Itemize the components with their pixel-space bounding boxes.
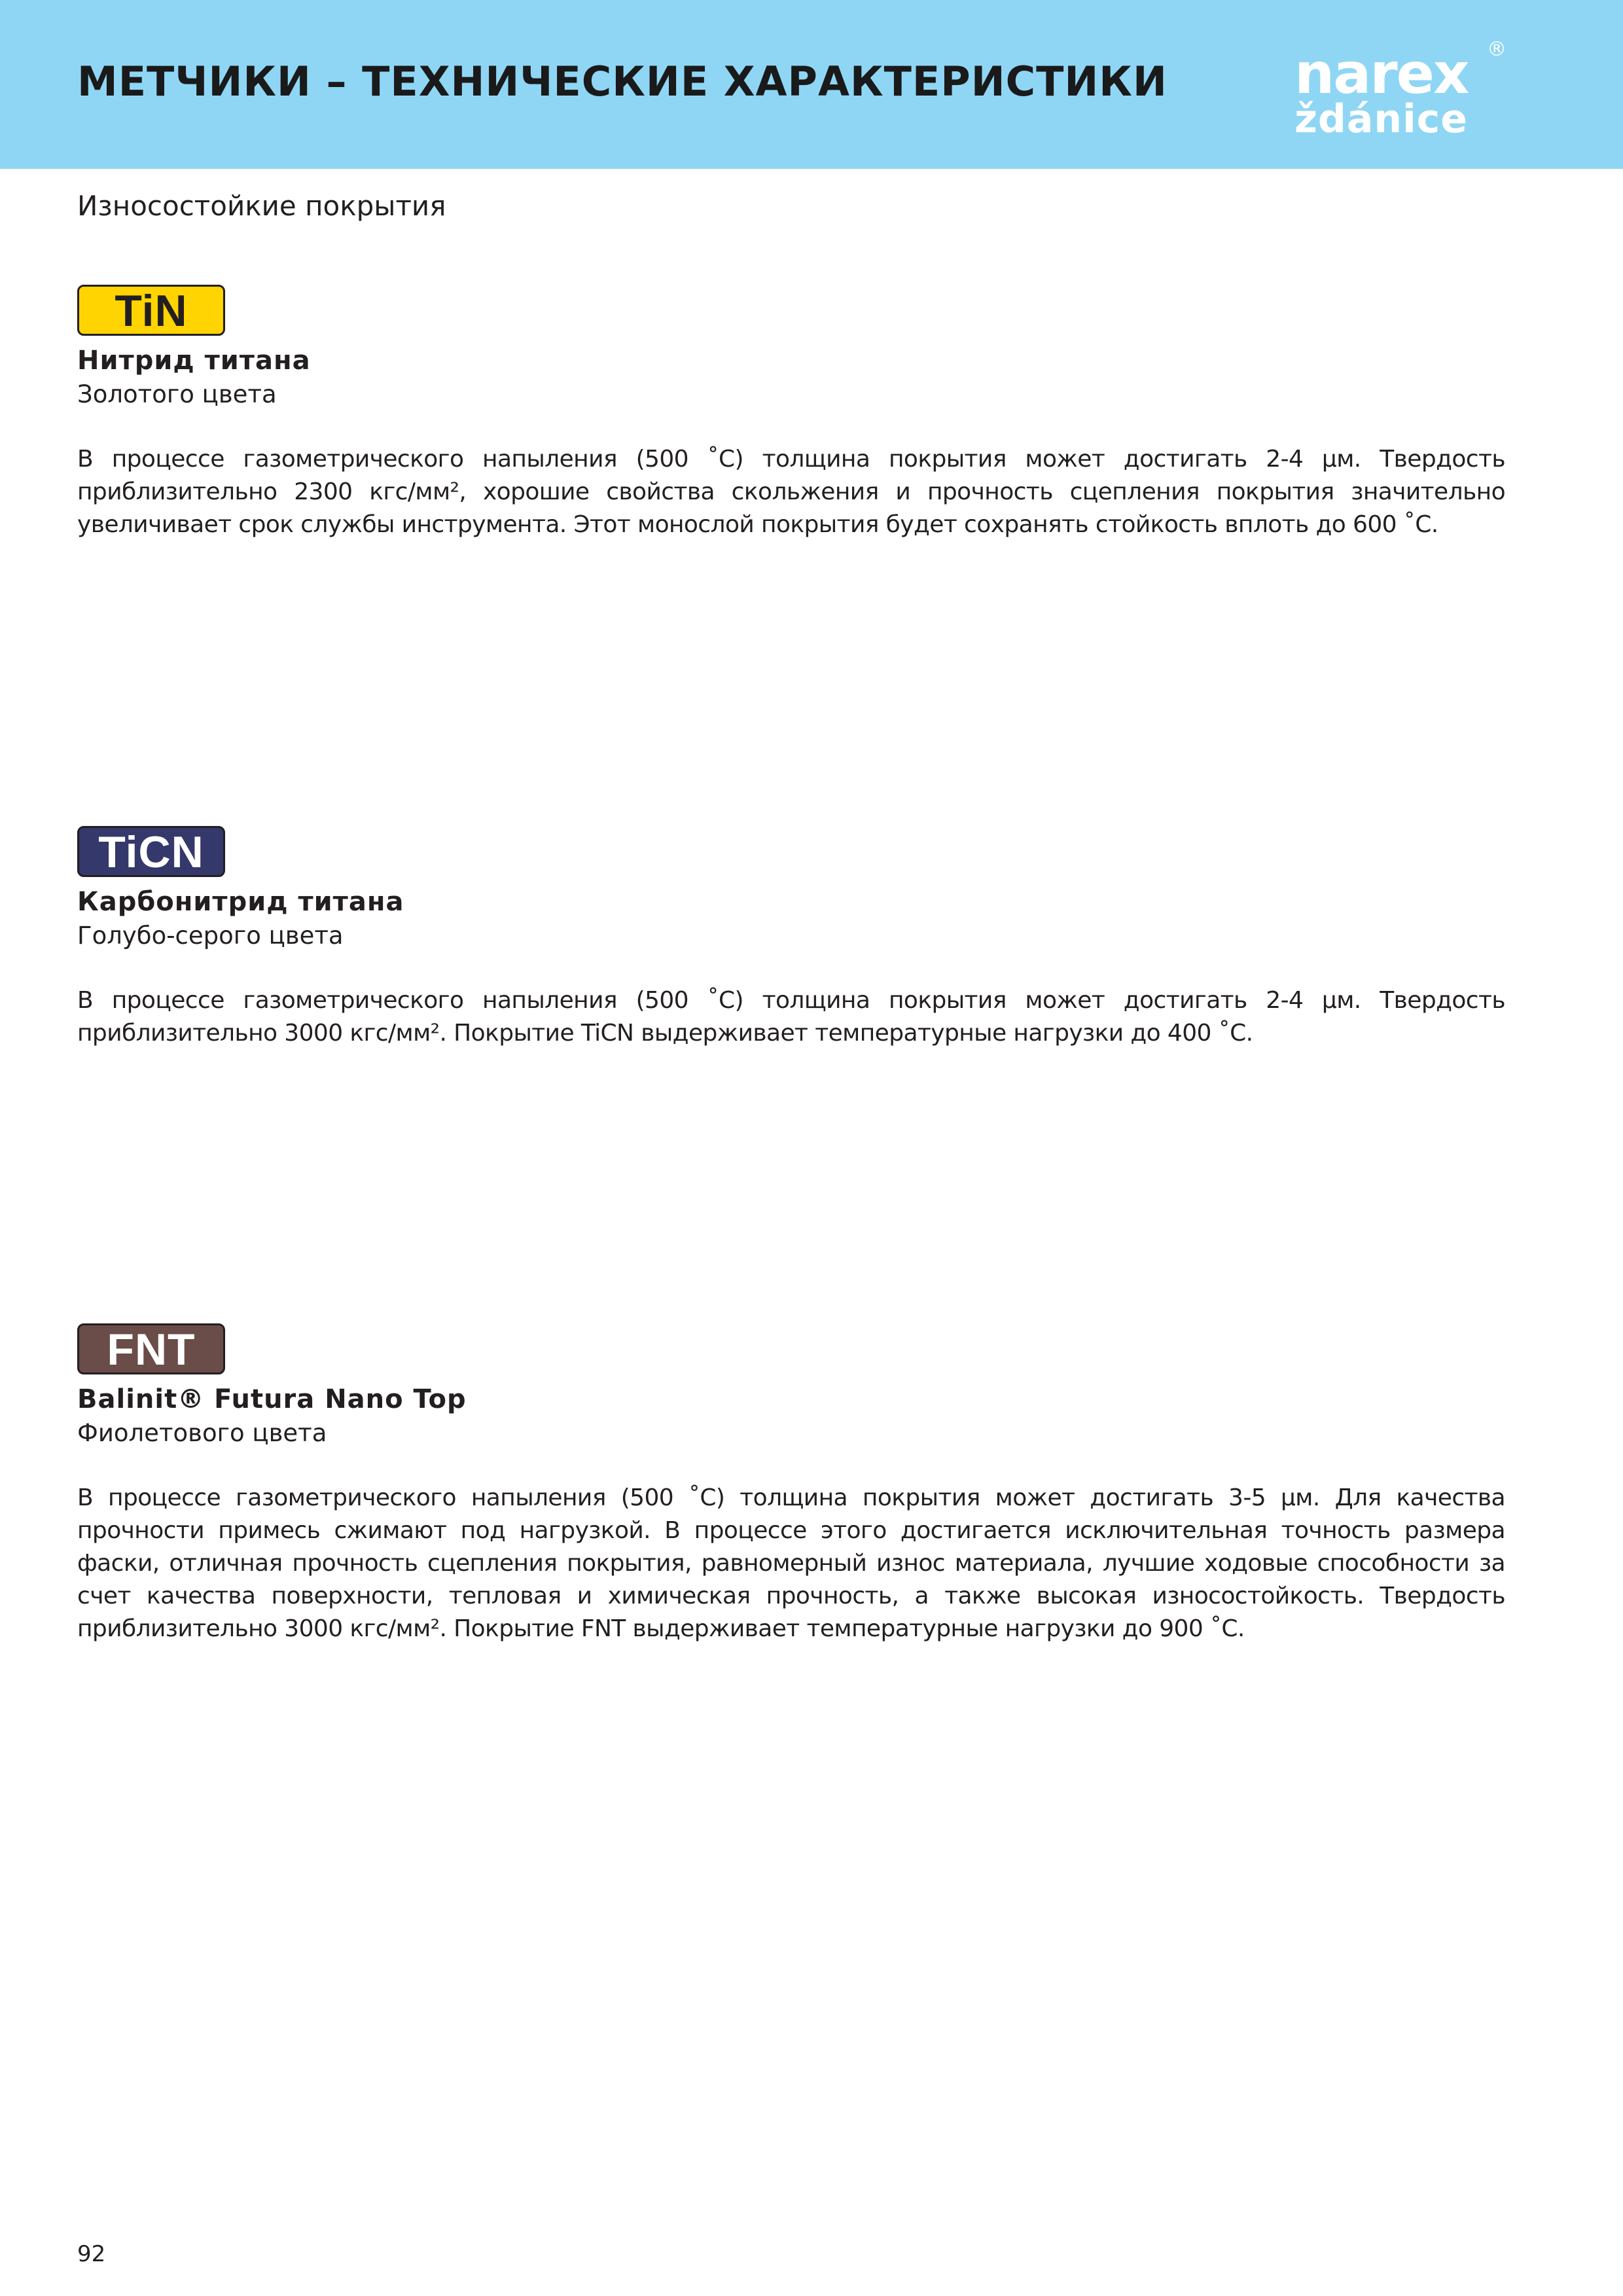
section-subtitle: Износостойкие покрытия — [77, 190, 446, 222]
coating-color: Фиолетового цвета — [77, 1419, 327, 1447]
coating-name: Нитрид титана — [77, 346, 311, 376]
narex-zdanice-logo — [1283, 33, 1518, 151]
coating-name: Карбонитрид титана — [77, 887, 404, 917]
logo-line-2: ždánice — [1294, 96, 1468, 142]
coating-section-fnt — [77, 1323, 1505, 1645]
page-title: МЕТЧИКИ – ТЕХНИЧЕСКИЕ ХАРАКТЕРИСТИКИ — [77, 58, 1168, 105]
coating-description: В процессе газометрического напыления (500 ˚C) толщина покрытия может достигать 2-4 μм. Твердость приблизительно 2300 кгс/мм², хорошие свойства скольжения и прочность сцепления покрытия значительно увеличивает срок службы инструмента. Этот монослой покрытия будет сохранять стойкость вплоть до 600 ˚C. — [77, 446, 1505, 538]
page-header — [0, 0, 1623, 169]
coating-badge-tin: TiN — [77, 285, 225, 336]
coating-color: Золотого цвета — [77, 380, 277, 408]
page-number: 92 — [77, 2241, 106, 2267]
coating-description: В процессе газометрического напыления (500 ˚C) толщина покрытия может достигать 3-5 μм. Для качества прочности примесь сжимают под нагрузкой. В процессе этого достигается исключительная точность размера фаски, отличная прочность сцепления покрытия, равномерный износ материала, лучшие ходовые способности за счет качества поверхности, тепловая и химическая прочность, а также высокая износостойкость. Твердость приблизительно 3000 кгс/мм². Покрытие FNT выдерживает температурные нагрузки до 900 ˚C. — [77, 1484, 1505, 1642]
coating-color: Голубо-серого цвета — [77, 922, 344, 950]
coating-badge-ticn: TiCN — [77, 826, 225, 877]
coating-section-tin — [77, 285, 1505, 541]
logo-line-1: narex — [1294, 41, 1469, 107]
registered-mark-icon: ® — [1487, 38, 1507, 61]
coating-description: В процессе газометрического напыления (500 ˚C) толщина покрытия может достигать 2-4 μм. Твердость приблизительно 3000 кгс/мм². Покрытие TiCN выдерживает температурные нагрузки до 400 ˚C. — [77, 987, 1505, 1047]
coating-name: Balinit® Futura Nano Top — [77, 1384, 467, 1414]
coating-badge-fnt: FNT — [77, 1323, 225, 1374]
coating-section-ticn — [77, 826, 1505, 1050]
